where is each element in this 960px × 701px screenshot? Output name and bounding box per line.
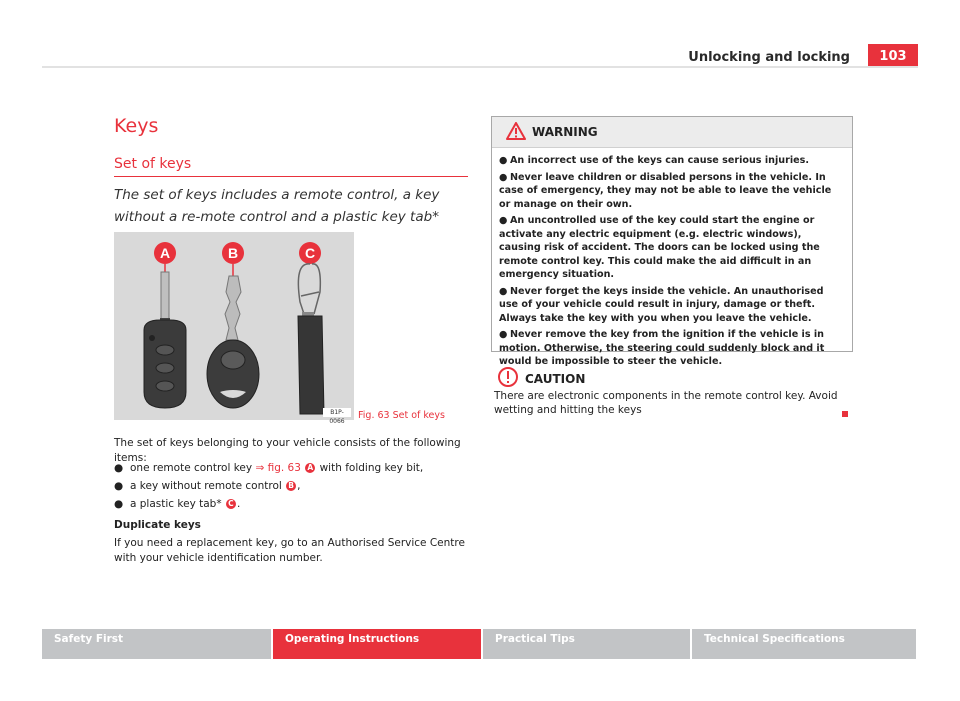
key-without-remote [207,276,259,408]
warning-triangle-icon [506,122,526,140]
ref-badge-a: A [305,463,315,473]
plastic-key-tab [298,264,324,414]
duplicate-keys-title: Duplicate keys [114,519,201,531]
bullet-dot: ● [114,498,124,510]
list-item: ● a plastic key tab* C . [114,498,241,510]
header-rule [42,66,918,68]
tab-safety-first[interactable]: Safety First [42,629,271,659]
ref-badge-c: C [226,499,236,509]
ref-badge-b: B [286,481,296,491]
caution-text: There are electronic components in the remote control key. Avoid wetting and hitting the keys [494,390,838,416]
section-title: Unlocking and locking [688,50,850,65]
tab-technical-specifications[interactable]: Technical Specifications [692,629,916,659]
figure-label-a [154,242,176,264]
warning-item: ● An incorrect use of the keys can cause serious injuries. [499,155,809,166]
keys-illustration [114,232,354,420]
subheading-rule [114,176,468,177]
warning-item: ● Never remove the key from the ignition if the vehicle is in motion. Otherwise, the steering could suddenly block and it would be impossible to steer the vehicle. [499,329,825,367]
warning-item: ● An uncontrolled use of the key could start the engine or activate any electric equipment (e.g. electric windows), causing risk of accident. The doors can be locked using the remote control key. This could make the aid difficult in an emergency situation. [499,215,820,280]
tab-practical-tips[interactable]: Practical Tips [483,629,690,659]
section-end-marker [842,411,848,417]
list-item: ● one remote control key ⇒ fig. 63 A with folding key bit, [114,462,424,474]
page-heading: Keys [114,115,159,137]
svg-text:C: C [304,245,316,261]
warning-box [491,116,853,367]
body-lead: The set of keys belonging to your vehicle consists of the following items: [114,437,461,464]
tab-operating-instructions[interactable]: Operating Instructions [273,629,481,659]
section-subheading: Set of keys [114,156,192,172]
intro-text: The set of keys includes a remote control, a key without a re-mote control and a plastic key tab* [114,187,440,225]
warning-header [492,117,852,148]
figure-label-c [299,242,321,264]
figure-caption: Fig. 63 Set of keys [358,410,445,421]
keys-figure [114,232,354,420]
bullet-dot: ● [114,462,124,474]
warning-item: ● Never forget the keys inside the vehicle. An unauthorised use of your vehicle could result in injury, damage or theft. Always take the key with you when you leave the vehicle. [499,285,824,324]
svg-text:B: B [227,245,239,261]
duplicate-keys-text: If you need a replacement key, go to an Authorised Service Centre with your vehicle identification number. [114,537,465,564]
figure-label-b [222,242,244,264]
warning-title: WARNING [532,125,598,139]
warning-body [492,148,852,369]
list-item: ● a key without remote control B , [114,480,301,492]
caution-icon [497,366,519,388]
bullet-dot: ● [114,480,124,492]
caution-title: CAUTION [525,372,586,386]
figure-reference-link[interactable]: ⇒ fig. 63 [255,462,301,474]
page-number: 103 [868,44,918,68]
footer-navigation [42,629,918,659]
svg-text:A: A [159,245,171,261]
remote-control-key [144,272,186,408]
warning-item: ● Never leave children or disabled persons in the vehicle. In case of emergency, they may not be able to leave the vehicle or manage on their own. [499,171,832,210]
figure-code: B1P-0066 [323,408,351,417]
